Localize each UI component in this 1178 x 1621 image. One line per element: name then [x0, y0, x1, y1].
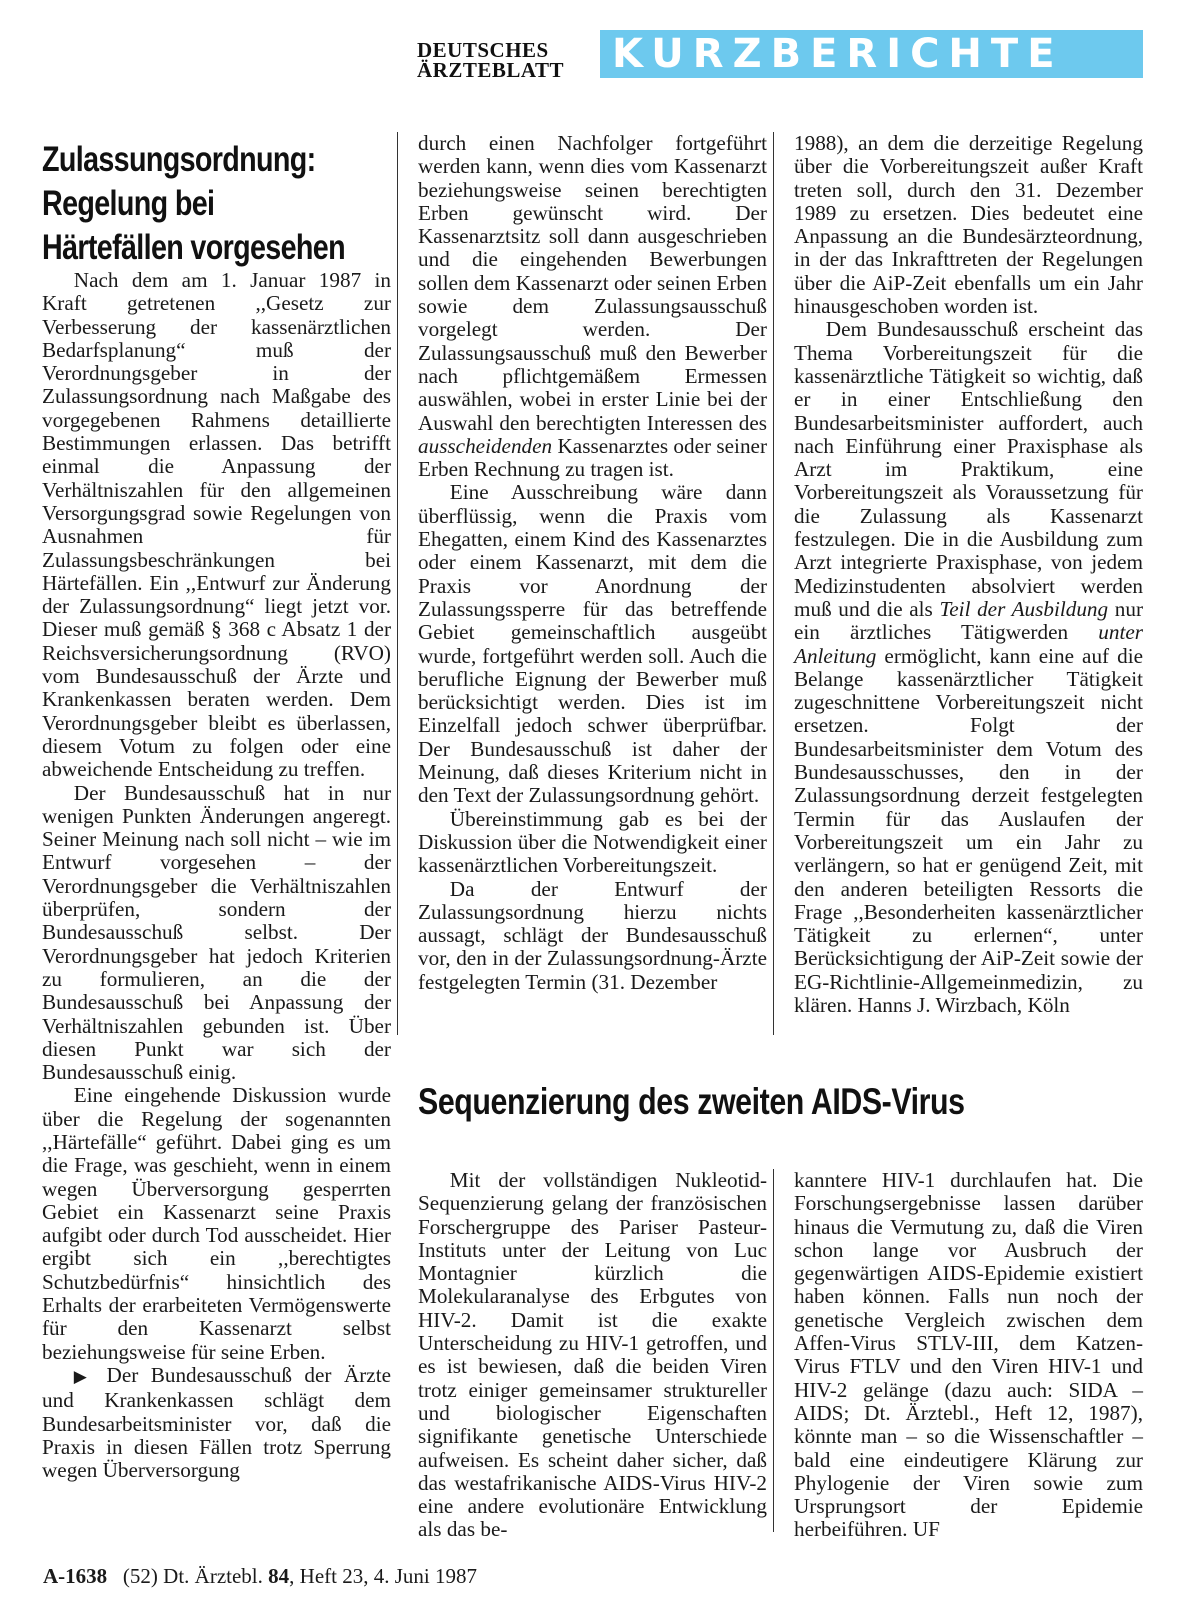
paragraph: Nach dem am 1. Januar 1987 in Kraft getretenen ,,Gesetz zur Verbesserung der kassenärztlichen Bedarfsplanung“ muß der Verordnungsgeber in der Zulassungsordnung nach Maßgabe des vorgegebenen Rahmens detaillierte Bestimmungen erlassen. Das betrifft einmal die Anpassung der Verhältniszahlen für den allgemeinen Versorgungsgrad sowie Regelungen von Ausnahmen für Zulassungsbeschränkungen bei Härtefällen. Ein ,,Entwurf zur Änderung der Zulassungsordnung“ liegt jetzt vor. Dieser muß gemäß § 368 c Absatz 1 der Reichsversicherungsordnung (RVO) vom Bundesausschuß der Ärzte und Krankenkassen beraten werden. Dem Verordnungsgeber bleibt es überlassen, diesem Votum zu folgen oder eine abweichende Entscheidung zu treffen. — [42, 268, 391, 782]
paragraph-text: kanntere HIV-1 durchlaufen hat. Die Forschungsergebnisse lassen darüber hinaus die Vermutung zu, daß die Viren schon lange vor Ausbruch der gegenwärtigen AIDS-Epidemie existiert haben können. Falls nun noch der genetische Vergleich zwischen dem Affen-Virus STLV-III, dem Katzen-Virus FTLV und den Viren HIV-1 und HIV-2 gelänge (dazu auch: SIDA – AIDS; Dt. Ärztebl., Heft 12, 1987), könnte man – so die Wissenschaftler – bald eine eindeutigere Klärung zur Phylogenie der Viren sowie zum Ursprungsort der Epidemie herbeiführen. — [794, 1168, 1143, 1542]
author-initials: UF — [912, 1517, 940, 1542]
paragraph-text: Der Bundesausschuß der Ärzte und Krankenkassen schlägt dem Bundesarbeitsminister vor, daß die Praxis in diesen Fällen trotz Sperrung wegen Überversorgung — [42, 1362, 392, 1483]
volume-number: 84 — [268, 1564, 290, 1588]
article1-column-2 — [418, 132, 767, 994]
paragraph: Eine eingehende Diskussion wurde über die Regelung der sogenannten ,,Härtefälle“ geführt. Dabei ging es um die Frage, was geschieht, wenn in einem wegen Überversorgung gesperrten Gebiet ein Kassenarzt seine Praxis aufgibt oder durch Tod ausscheidet. Hier ergibt sich ein ,,berechtigtes Schutzbedürfnis“ hinsichtlich des Erhalts der erarbeiteten Vermögenswerte für den Kassenarzt selbst beziehungsweise für seine Erben. — [42, 1083, 391, 1364]
article1-headline — [42, 138, 403, 270]
paragraph — [794, 318, 1143, 1017]
page-number: (52) — [122, 1564, 158, 1588]
paragraph — [42, 1364, 391, 1482]
page-code: A-1638 — [43, 1564, 108, 1588]
paragraph: Da der Entwurf der Zulassungsordnung hierzu nichts aussagt, schlägt der Bundesausschuß vor, den in der Zulassungsordnung-Ärzte festgelegten Termin (31. Dezember — [418, 876, 767, 994]
paragraph: Mit der vollständigen Nukleotid-Sequenzierung gelang der französischen Forschergruppe des Pariser Pasteur-Instituts unter der Leitung von Luc Montagnier kürzlich die Molekularanalyse des Erbgutes von HIV-2. Damit ist die exakte Unterscheidung zu HIV-1 getroffen, und es ist bewiesen, daß die beiden Viren trotz einiger gemeinsamer struktureller und biologischer Eigenschaften signifikante genetische Unterschiede aufweisen. Es scheint daher sicher, daß das westafrikanische AIDS-Virus HIV-2 eine andere evolutionäre Entwicklung als das be- — [418, 1168, 767, 1542]
paragraph: Eine Ausschreibung wäre dann überflüssig, wenn die Praxis vom Ehegatten, einem Kind des Kassenarztes oder einem Kassenarzt, mit dem die Praxis vor Anordnung der Zulassungssperre für das betreffende Gebiet gemeinschaftlich ausgeübt wurde, fortgeführt werden soll. Auch die berufliche Eignung der Bewerber muß berücksichtigt werden. Dies ist im Einzelfall jedoch schwer überprüfbar. Der Bundesausschuß ist daher der Meinung, daß dieses Kriterium nicht in den Text der Zulassungsordnung gehört. — [418, 480, 767, 808]
column-divider — [773, 1169, 774, 1532]
headline-line-3: Härtefällen vorgesehen — [42, 228, 345, 267]
author-signature: Hanns J. Wirzbach, Köln — [857, 992, 1070, 1017]
issue-date: , Heft 23, 4. Juni 1987 — [289, 1564, 477, 1588]
paragraph: 1988), an dem die derzeitige Regelung über die Vorbereitungszeit außer Kraft treten soll, durch den 31. Dezember 1989 zu ersetzen. Dies bedeutet eine Anpassung an die Bundesärzteordnung, in der das Inkrafttreten der Regelungen über die AiP-Zeit ebenfalls um ein Jahr hinausgeschoben worden ist. — [794, 131, 1143, 319]
journal-logo — [417, 40, 595, 80]
paragraph: Übereinstimmung gab es bei der Diskussion über die Notwendigkeit einer kassenärztlichen Vorbereitungszeit. — [418, 806, 767, 878]
paragraph-text: nur ein ärztliches Tätigwerden — [794, 596, 1144, 645]
page-footer — [43, 1563, 477, 1589]
paragraph-text: Dem Bundesausschuß erscheint das Thema Vorbereitungszeit für die kassenärztliche Tätigkeit so wichtig, daß er in einer Entschließung den Bundesarbeitsminister auffordert, auch nach Einführung einer Praxisphase als Arzt im Praktikum, eine Vorbereitungszeit als Voraussetzung für die Zulassung als Kassenarzt festzulegen. Die in die Ausbildung zum Arzt integrierte Praxisphase, von jedem Medizinstudenten absolviert werden muß und die als — [794, 317, 1143, 621]
emphasis: Teil der Ausbildung — [939, 596, 1109, 621]
paragraph — [418, 132, 767, 481]
logo-line-1: DEUTSCHES — [417, 38, 549, 62]
article2-column-2 — [794, 1169, 1143, 1542]
article1-column-3 — [794, 132, 1143, 1017]
headline-line-1: Zulassungsordnung: — [42, 140, 316, 179]
column-divider — [773, 132, 774, 1035]
logo-line-2: ÄRZTEBLATT — [417, 58, 564, 82]
emphasis: unter Anleitung — [794, 620, 1143, 668]
article2-headline: Sequenzierung des zweiten AIDS-Virus — [418, 1081, 965, 1122]
paragraph — [794, 1169, 1143, 1542]
headline-line-2: Regelung bei — [42, 184, 215, 223]
paragraph-text: ermöglicht, kann eine auf die Belange kassenärztlicher Tätigkeit zugeschnittene Vorbereitungszeit nicht ersetzen. Folgt der Bundesarbeitsminister dem Votum des Bundesausschusses, den in der Zulassungsordnung derzeit festgelegten Termin für das Auslaufen der Vorbereitungszeit um ein Jahr zu verlängern, so hat er genügend Zeit, mit den anderen beteiligten Ressorts die Frage ,,Besonderheiten kassenärztlicher Tätigkeit zu erlernen“, unter Berücksichtigung der AiP-Zeit sowie der EG-Richtlinie-Allgemeinmedizin, zu klären. — [794, 643, 1144, 1017]
section-banner: KURZBERICHTE — [600, 30, 1143, 78]
journal-name: Dt. Ärztebl. — [163, 1564, 263, 1588]
article2-column-1 — [418, 1169, 767, 1542]
emphasis: ausscheidenden — [418, 433, 553, 458]
right-triangle-icon: ▶ — [73, 1366, 95, 1387]
paragraph-text: durch einen Nachfolger fortgeführt werden kann, wenn dies vom Kassenarzt beziehungsweise seinen berechtigten Erben gewünscht wird. Der Kassenarztsitz soll dann ausgeschrieben und die eingehenden Bewerbungen sollen dem Kassenarzt oder seinen Erben sowie dem Zulassungsausschuß vorgelegt werden. Der Zulassungsausschuß muß den Bewerber nach pflichtgemäßem Ermessen auswählen, wobei in erster Linie bei der Auswahl den berechtigten Interessen des — [418, 131, 767, 435]
paragraph: Der Bundesausschuß hat in nur wenigen Punkten Änderungen angeregt. Seiner Meinung nach soll nicht – wie im Entwurf vorgesehen – der Verordnungsgeber die Verhältniszahlen überprüfen, sondern der Bundesausschuß selbst. Der Verordnungsgeber hat jedoch Kriterien zu formulieren, an die der Bundesausschuß bei Anpassung der Verhältniszahlen gebunden ist. Über diesen Punkt war sich der Bundesausschuß einig. — [42, 780, 391, 1085]
article1-column-1 — [42, 269, 391, 1482]
paragraph-text: Kassenarztes oder seiner Erben Rechnung zu tragen ist. — [418, 433, 767, 482]
column-divider — [397, 132, 398, 1035]
